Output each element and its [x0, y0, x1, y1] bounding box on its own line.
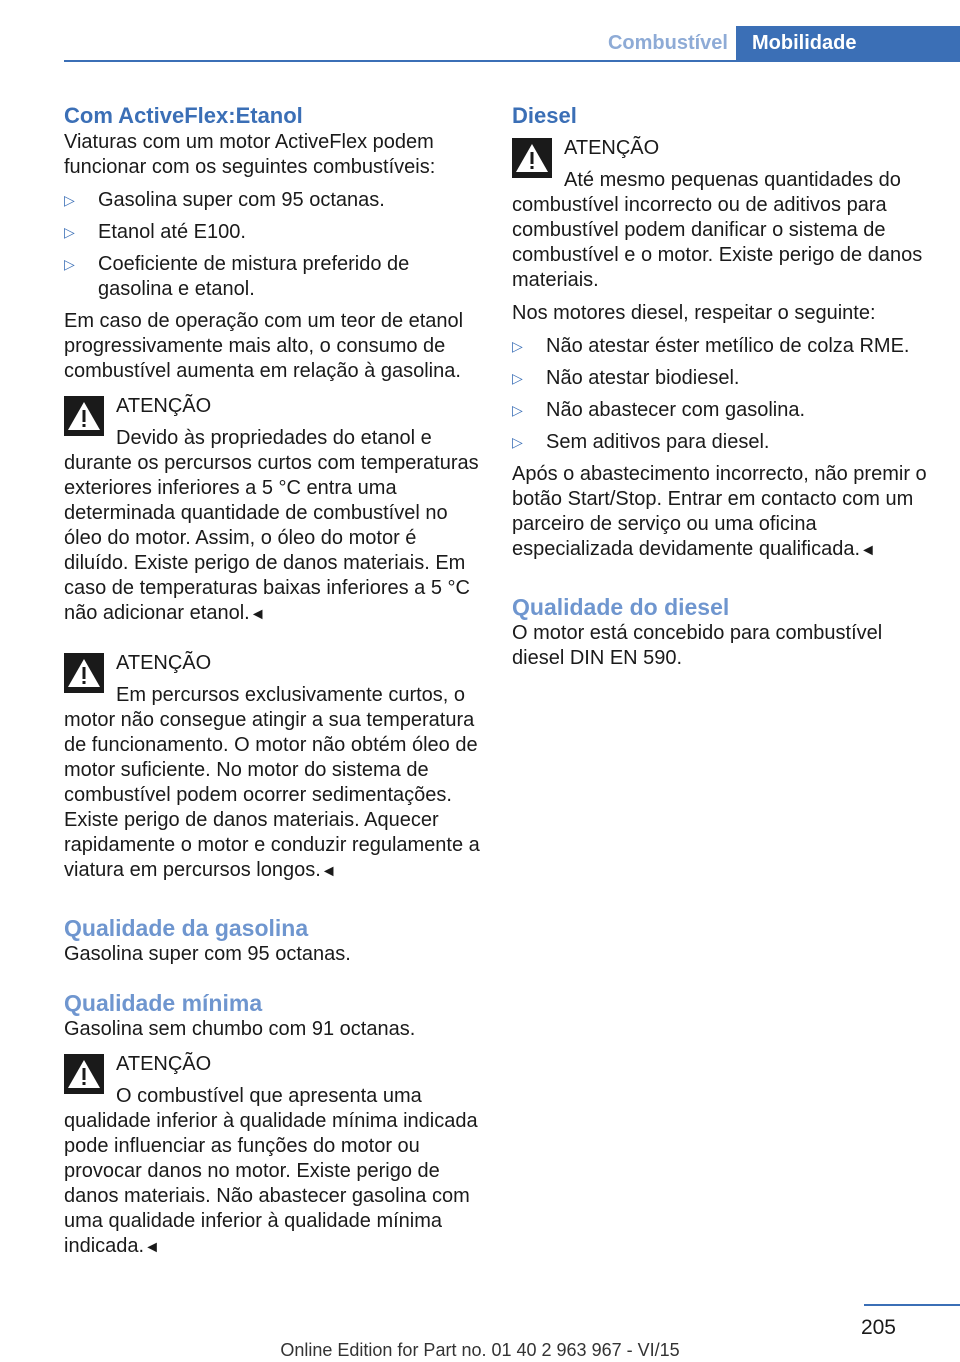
warning-text: Devido às propriedades do etanol e durante os percursos curtos com temperaturas exteriores inferiores a 5 °C entra uma determinada quantidade de combustível no óleo do motor. Assim, o óleo do motor é diluído. Existe perigo de danos materiais. Em caso de temperaturas baixas inferiores a 5 °C não adicionar etanol.: [64, 427, 479, 624]
heading-gasoline-quality: Qualidade da gasolina: [64, 915, 309, 941]
fuel-list: [64, 188, 480, 302]
page-footer: [0, 1304, 960, 1362]
list-item: ▷ Não atestar biodiesel.: [512, 367, 740, 389]
warning-text: Em percursos exclusivamente curtos, o motor não consegue atingir a sua temperatura de funcionamento. O motor não obtém óleo de motor suficiente. No motor do sistema de combustível podem ocorrer sedimentações. Existe perigo de danos materiais. Aquecer rapidamente o motor e conduzir regulamente a viatura em percursos longos.: [64, 684, 480, 881]
warning-title: ATENÇÃO: [116, 395, 212, 417]
paragraph-wrong-fuel: Após o abastecimento incorrecto, não premir o botão Start/Stop. Entrar em contacto com um parceiro de serviço ou uma oficina especializada devidamente qualificada.◄: [512, 463, 927, 560]
end-mark-icon: ◄: [860, 542, 876, 559]
triangle-bullet-icon: ▷: [512, 402, 523, 418]
list-item: ▷ Coeficiente de mistura preferido de gasolina e etanol.: [64, 253, 410, 300]
footer-rule: [864, 1304, 960, 1306]
triangle-bullet-icon: ▷: [64, 224, 75, 240]
warning-title: ATENÇÃO: [564, 137, 660, 159]
triangle-bullet-icon: ▷: [512, 370, 523, 386]
warning-ethanol-oil: [64, 394, 480, 627]
heading-activeflex: Com ActiveFlex:Etanol: [64, 103, 303, 128]
warning-diesel-fuel: [512, 136, 928, 293]
warning-triangle-icon: [64, 653, 104, 693]
warning-triangle-icon: [64, 1054, 104, 1094]
paragraph-activeflex-intro: Viaturas com um motor ActiveFlex podem funcionar com os seguintes combustíveis:: [64, 131, 436, 178]
list-item: ▷ Gasolina super com 95 octanas.: [64, 189, 385, 211]
warning-title: ATENÇÃO: [116, 652, 212, 674]
page-number: 205: [860, 1316, 896, 1339]
warning-text: O combustível que apresenta uma qualidade inferior à qualidade mínima indicada pode influenciar as funções do motor ou provocar danos no motor. Existe perigo de danos materiais. Não abastecer gasolina com uma qualidade inferior à qualidade mínima indicada.: [64, 1085, 478, 1257]
warning-minimum-quality: [64, 1052, 480, 1260]
triangle-bullet-icon: ▷: [64, 192, 75, 208]
header-section-tab: Combustível: [607, 32, 728, 54]
list-item: ▷ Etanol até E100.: [64, 221, 246, 243]
header-chapter-tab: Mobilidade: [736, 26, 960, 62]
paragraph-ethanol-consumption: Em caso de operação com um teor de etanol progressivamente mais alto, o consumo de combustível aumenta em relação à gasolina.: [64, 310, 464, 382]
list-item: ▷ Sem aditivos para diesel.: [512, 431, 770, 453]
right-column: [512, 102, 928, 679]
edition-note: Online Edition for Part no. 01 40 2 963 967 - VI/15: [280, 1340, 680, 1360]
triangle-bullet-icon: ▷: [64, 256, 75, 272]
warning-title: ATENÇÃO: [116, 1053, 212, 1075]
left-column: [64, 102, 480, 1284]
end-mark-icon: ◄: [320, 863, 337, 880]
paragraph-gasoline-quality: Gasolina super com 95 octanas.: [64, 943, 351, 965]
warning-triangle-icon: [64, 396, 104, 436]
list-item: ▷ Não atestar éster metílico de colza RME.: [512, 335, 910, 357]
paragraph-diesel-rules: Nos motores diesel, respeitar o seguinte:: [512, 302, 876, 324]
heading-diesel: Diesel: [512, 103, 577, 128]
warning-short-trips: [64, 651, 480, 884]
warning-triangle-icon: [512, 138, 552, 178]
list-item: ▷ Não abastecer com gasolina.: [512, 399, 806, 421]
paragraph-minimum-quality: Gasolina sem chumbo com 91 octanas.: [64, 1018, 416, 1040]
diesel-list: [512, 334, 928, 455]
end-mark-icon: ◄: [249, 606, 266, 623]
heading-minimum-quality: Qualidade mínima: [64, 990, 263, 1016]
triangle-bullet-icon: ▷: [512, 338, 523, 354]
page-header: [64, 26, 960, 62]
paragraph-diesel-quality: O motor está concebido para combustível diesel DIN EN 590.: [512, 622, 883, 669]
triangle-bullet-icon: ▷: [512, 434, 523, 450]
heading-diesel-quality: Qualidade do diesel: [512, 594, 730, 620]
warning-text: Até mesmo pequenas quantidades do combustível incorrecto ou de aditivos para combustível podem danificar o sistema de combustível e o motor. Existe perigo de danos materiais.: [512, 169, 923, 291]
end-mark-icon: ◄: [144, 1239, 160, 1256]
